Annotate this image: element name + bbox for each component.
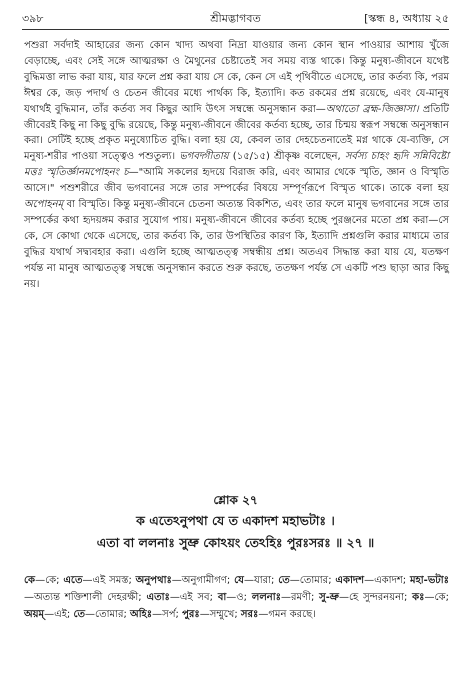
purport-text (24, 38, 449, 293)
synonym-meaning: রমণী (290, 592, 311, 603)
synonym-term: মহা-ভটাঃ (409, 575, 449, 586)
synonym-term: অহিঃ (130, 609, 153, 620)
synonym-term: অনুপথাঃ (135, 575, 172, 586)
synonym-meaning: অত্যন্ত শক্তিশালী দেহরক্ষী (34, 592, 139, 603)
synonym-meaning: গমন করছে (268, 609, 313, 620)
running-header (22, 10, 449, 28)
synonym-term: বা (217, 592, 227, 603)
synonym-meaning: যারা (253, 575, 271, 586)
verse-block (0, 490, 471, 554)
book-title: শ্রীমদ্ভাগবত (210, 12, 261, 25)
synonym-term: তে (278, 575, 290, 586)
synonym-meaning: এই সমস্ত (92, 575, 129, 586)
synonym-term: একাদশ (335, 575, 365, 586)
synonym-meaning: এই সব (179, 592, 210, 603)
synonym-term: কঃ (412, 592, 425, 603)
synonym-meaning: হে সুন্দরনয়না (348, 592, 404, 603)
synonym-meaning: সম্মুখে (209, 609, 235, 620)
synonym-term: সরঃ (240, 609, 259, 620)
synonym-term: ললনাঃ (251, 592, 281, 603)
synonym-meaning: তোমার (299, 575, 329, 586)
synonym-term: কে (24, 575, 36, 586)
synonym-meaning: অনুগামীগণ (181, 575, 227, 586)
synonyms-text: কে—কে; এতে—এই সমস্ত; অনুপথাঃ—অনুগামীগণ; যে—যারা; তে—তোমার; একাদশ—একাদশ; মহা-ভটাঃ—অত্যন্ত শক্তিশালী দেহরক্ষী; এতাঃ—এই সব; বা—ও; ললনাঃ—রমণী; সু-ভ্রু—হে সুন্দরনয়না; কঃ—কে; অয়ম্—এই; তে—তোমার; অহিঃ—সর্প; পুরঃ—সম্মুখে; সরঃ—গমন করছে। (24, 575, 449, 620)
synonym-meaning: কে (434, 592, 446, 603)
synonym-meaning: এই (54, 609, 67, 620)
italic-sanskrit: সর্বস্য চাহং হৃদি সন্নিবিষ্টো মত্তঃ স্মৃতির্জ্ঞানমপোহনং চ (24, 151, 449, 179)
purport-paragraph: পশুরা সর্বদাই আহারের জন্য কোন খাদ্য অথবা নিদ্রা যাওয়ার জন্য কোন স্থান পাওয়ার আশায় খুঁজে বেড়াচ্ছে, এবং সেই সঙ্গে আত্মরক্ষা ও মৈথুনের চেষ্টাতেই সব সময় ব্যস্ত থাকে। কিন্তু মনুষ্য-জীবনে যথেষ্ট বুদ্ধিমত্তা লাভ করা যায়, যার ফলে প্রশ্ন করা যায় সে কে, কেন সে এই পৃথিবীতে এসেছে, তার কর্তব্য কি, পরম ঈশ্বর কে, জড় পদার্থ ও চেতন জীবের মধ্যে পার্থক্য কি, ইত্যাদি। কত রকমের প্রশ্ন রয়েছে, এবং যে-মানুষ যথার্থই বুদ্ধিমান, তাঁর কর্তব্য সব কিছুর আদি উৎস সম্বন্ধে অনুসন্ধান করা—অথাতো ব্রহ্ম-জিজ্ঞাসা। প্রতিটি জীবেরই কিছু না কিছু বুদ্ধি রয়েছে, কিন্তু মনুষ্য-জীবনে জীবের কর্তব্য হচ্ছে, তার চিন্ময় স্বরূপ সম্বন্ধে অনুসন্ধান করা। সেটিই হচ্ছে প্রকৃত মনুষ্যোচিত বুদ্ধি। বলা হয় যে, কেবল তার দেহচেতনাতেই মগ্ন থাকে যে-ব্যক্তি, সে মনুষ্য-শরীর পাওয়া সত্ত্বেও পশুতুল্য। ভগবদ্গীতায় (১৫/১৫) শ্রীকৃষ্ণ বলেছেন, সর্বস্য চাহং হৃদি সন্নিবিষ্টো মত্তঃ স্মৃতির্জ্ঞানমপোহনং চ—"আমি সকলের হৃদয়ে বিরাজ করি, এবং আমার থেকে স্মৃতি, জ্ঞান ও বিস্মৃতি আসে।" পশুশরীরে জীব ভগবানের সঙ্গে তার সম্পর্কের বিষয়ে সম্পূর্ণরূপে বিস্মৃত থাকে। তাকে বলা হয় অপোহনম্ বা বিস্মৃতি। কিন্তু মনুষ্য-জীবনে চেতনা অত্যন্ত বিকশিত, এবং তার ফলে মানুষ ভগবানের সঙ্গে তার সম্পর্কের কথা হৃদয়ঙ্গম করার সুযোগ পায়। মনুষ্য-জীবনে জীবের কর্তব্য হচ্ছে পুরঞ্জনের মতো প্রশ্ন করা—সে কে, সে কোথা থেকে এসেছে, তার কর্তব্য কি, তার উপস্থিতির কারণ কি, ইত্যাদি প্রশ্নগুলি করার মাধ্যমে তার বুদ্ধির যথার্থ সদ্ব্যবহার করা। এগুলি হচ্ছে আত্মতত্ত্ব সম্বন্ধীয় প্রশ্ন। অতএব সিদ্ধান্ত করা যায় যে, যতক্ষণ পর্যন্ত না মানুষ আত্মতত্ত্ব সম্বন্ধে অনুসন্ধান করতে শুরু করছে, ততক্ষণ পর্যন্ত সে একটি পশু ছাড়া আর কিছু নয়। (24, 40, 449, 290)
synonym-meaning: ও (236, 592, 244, 603)
synonym-term: তে (73, 609, 86, 620)
chapter-reference: [স্কন্ধ ৪, অধ্যায় ২৫ (364, 12, 449, 25)
synonym-term: এতে (63, 575, 83, 586)
synonym-term: যে (234, 575, 244, 586)
synonym-term: এতাঃ (146, 592, 170, 603)
synonym-term: অয়ম্ (24, 609, 45, 620)
verse-line-2: এতা বা ললনাঃ সুভ্রু কোঽয়ং তেঽহিঃ পুরঃসরঃ ॥ ২৭ ॥ (96, 535, 375, 550)
synonym-term: সু-ভ্রু (319, 592, 339, 603)
italic-title: ভগবদ্গীতায় (179, 151, 229, 163)
italic-quote: অথাতো ব্রহ্ম-জিজ্ঞাসা। (325, 103, 419, 115)
synonym-meaning: কে (45, 575, 57, 586)
verse-line-1: ক এতেঽনুপথা যে ত একাদশ মহাভটাঃ । (136, 513, 335, 528)
synonym-meaning: তোমার (95, 609, 124, 620)
synonym-term: পুরঃ (182, 609, 200, 620)
synonym-meaning: সর্প (162, 609, 176, 620)
synonym-meaning: একাদশ (374, 575, 403, 586)
verse-label: শ্লোক ২৭ (213, 493, 258, 507)
header-rule (22, 29, 449, 30)
page-number: ৩৯৮ (22, 12, 44, 25)
italic-term: অপোহনম্ (24, 199, 64, 211)
